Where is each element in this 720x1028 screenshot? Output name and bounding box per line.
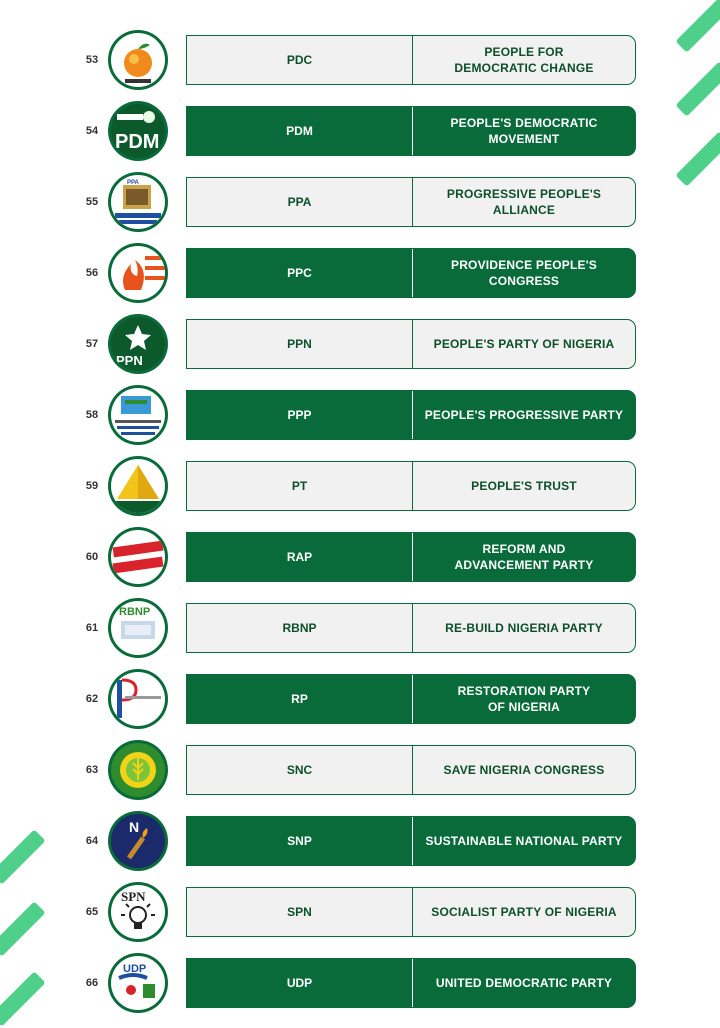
row-number: 61 [85,622,99,634]
party-row-box [186,816,636,866]
party-abbreviation: PT [187,462,413,510]
party-row-box [186,603,636,653]
party-row [0,389,720,441]
row-number: 53 [85,54,99,66]
party-row [0,105,720,157]
party-abbreviation: PPC [187,249,413,297]
party-row [0,602,720,654]
svg-text:PPA: PPA [127,180,139,186]
row-number: 54 [85,125,99,137]
row-number: 63 [85,764,99,776]
party-full-name: SUSTAINABLE NATIONAL PARTY [425,834,623,848]
svg-text:UDP: UDP [123,963,147,975]
bulb-logo [108,882,168,942]
row-number: 66 [85,977,99,989]
rbnp-logo [108,598,168,658]
svg-text:N: N [129,819,140,835]
party-full-name: RESTORATION PARTY OF NIGERIA [457,684,591,714]
row-number: 60 [85,551,99,563]
rap-logo [108,527,168,587]
party-full-name: PEOPLE'S PROGRESSIVE PARTY [424,408,624,422]
party-row-box [186,461,636,511]
party-full-name: PEOPLE'S DEMOCRATIC MOVEMENT [450,116,598,146]
row-number: 65 [85,906,99,918]
pyramid-logo [108,456,168,516]
svg-text:SPN: SPN [121,889,146,904]
party-abbreviation: PPA [187,178,413,226]
row-number: 64 [85,835,99,847]
party-abbreviation: PDM [187,107,413,155]
party-abbreviation: SNC [187,746,413,794]
party-abbreviation: PPP [187,391,413,439]
party-row [0,957,720,1009]
ppa-logo [108,172,168,232]
party-full-name: SAVE NIGERIA CONGRESS [443,763,605,777]
svg-text:PDM: PDM [115,131,160,153]
row-number: 57 [85,338,99,350]
party-full-name: PEOPLE'S TRUST [471,479,577,493]
party-abbreviation: RBNP [187,604,413,652]
row-number: 58 [85,409,99,421]
star-map-logo [108,314,168,374]
party-abbreviation: PPN [187,320,413,368]
party-abbreviation: RP [187,675,413,723]
party-full-name: SOCIALIST PARTY OF NIGERIA [431,905,617,919]
party-row-box [186,532,636,582]
party-row [0,318,720,370]
party-full-name: PROVIDENCE PEOPLE'S CONGRESS [450,258,598,288]
party-row-box [186,177,636,227]
party-full-name: UNITED DEMOCRATIC PARTY [435,976,613,990]
pdm-logo [108,101,168,161]
party-row-box [186,958,636,1008]
party-abbreviation: PDC [187,36,413,84]
party-row [0,34,720,86]
party-full-name: REFORM AND ADVANCEMENT PARTY [454,542,594,572]
svg-text:PPN: PPN [116,353,143,368]
party-row-box [186,390,636,440]
party-row [0,247,720,299]
wheat-seal-logo [108,740,168,800]
party-row-box [186,319,636,369]
party-row-box [186,248,636,298]
party-row-box [186,35,636,85]
row-number: 56 [85,267,99,279]
party-row [0,460,720,512]
udp-logo [108,953,168,1013]
party-full-name: RE-BUILD NIGERIA PARTY [445,621,603,635]
party-row-box [186,674,636,724]
party-abbreviation: SNP [187,817,413,865]
party-row [0,176,720,228]
party-full-name: PEOPLE FOR DEMOCRATIC CHANGE [454,45,594,75]
row-number: 62 [85,693,99,705]
flame-logo [108,243,168,303]
party-abbreviation: RAP [187,533,413,581]
party-row [0,744,720,796]
svg-text:RBNP: RBNP [119,606,151,618]
orange-fruit-logo [108,30,168,90]
restoration-logo [108,669,168,729]
party-row-box [186,106,636,156]
ppp-logo [108,385,168,445]
party-full-name: PEOPLE'S PARTY OF NIGERIA [433,337,615,351]
party-abbreviation: UDP [187,959,413,1007]
party-full-name: PROGRESSIVE PEOPLE'S ALLIANCE [446,187,602,217]
party-row [0,673,720,725]
party-row [0,886,720,938]
party-row [0,815,720,867]
row-number: 59 [85,480,99,492]
row-number: 55 [85,196,99,208]
party-row-box [186,745,636,795]
torch-logo [108,811,168,871]
party-row [0,531,720,583]
party-abbreviation: SPN [187,888,413,936]
party-row-box [186,887,636,937]
